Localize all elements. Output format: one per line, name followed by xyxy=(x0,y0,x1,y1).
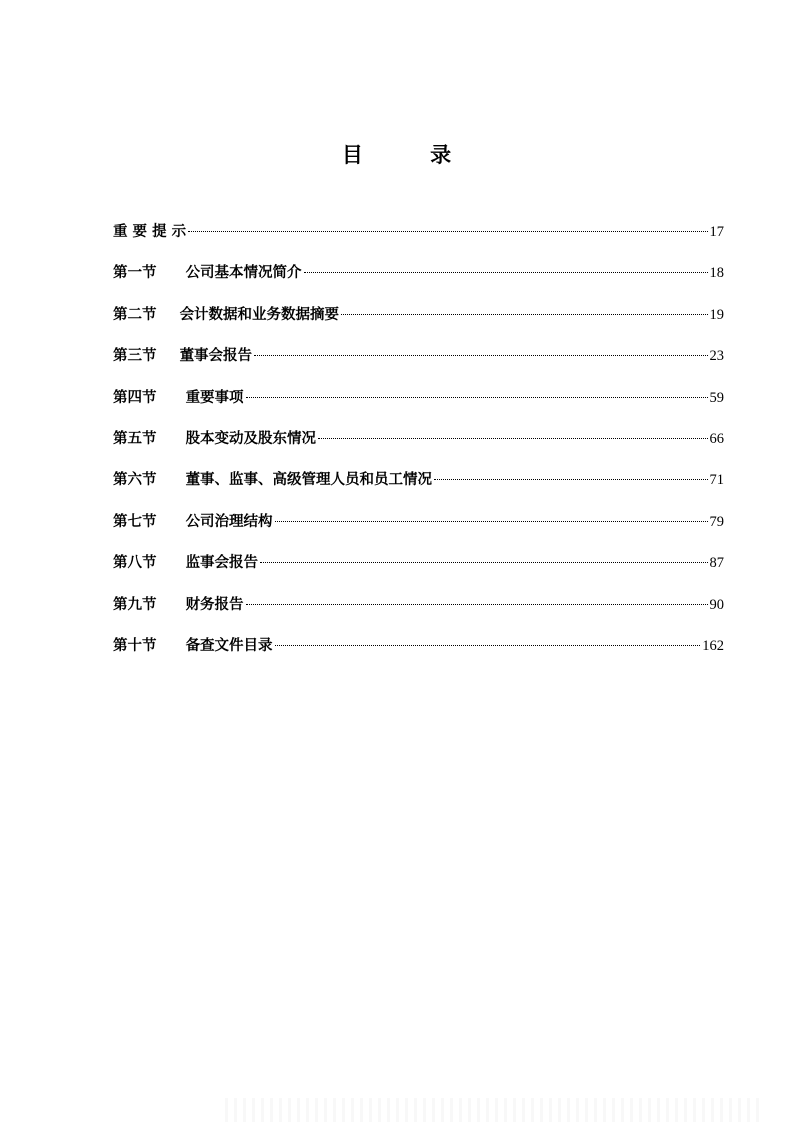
toc-section-number: 第十节 xyxy=(113,636,157,654)
toc-list xyxy=(113,220,724,675)
toc-entry-section-4[interactable] xyxy=(113,386,724,427)
toc-leader-dots xyxy=(246,604,708,605)
toc-entry-section-9[interactable] xyxy=(113,593,724,634)
toc-section-number: 第三节 xyxy=(113,347,157,365)
toc-section-name: 备查文件目录 xyxy=(185,636,273,654)
toc-leader-dots xyxy=(434,479,707,480)
toc-entry-section-7[interactable] xyxy=(113,510,724,551)
toc-page-number: 162 xyxy=(702,637,724,654)
toc-entry-section-3[interactable] xyxy=(113,344,724,385)
toc-entry-important-notice[interactable] xyxy=(113,220,724,261)
toc-leader-dots xyxy=(188,231,707,232)
toc-section-name: 董事、监事、高级管理人员和员工情况 xyxy=(185,471,433,489)
toc-section-number: 第六节 xyxy=(113,471,157,489)
toc-page-number: 23 xyxy=(709,348,724,365)
toc-page-number: 66 xyxy=(709,430,724,447)
footer-watermark xyxy=(225,1098,765,1122)
toc-entry-label xyxy=(113,551,258,575)
toc-page-number: 90 xyxy=(709,596,724,613)
toc-page-number: 71 xyxy=(709,472,724,489)
toc-entry-section-1[interactable] xyxy=(113,261,724,302)
toc-section-name: 财务报告 xyxy=(185,595,244,613)
toc-entry-label xyxy=(113,510,273,534)
toc-entry-label xyxy=(113,468,432,492)
toc-leader-dots xyxy=(246,397,708,398)
toc-section-number: 第四节 xyxy=(113,388,157,406)
toc-entry-label xyxy=(113,344,252,368)
toc-section-number: 第一节 xyxy=(113,264,157,282)
toc-page-number: 19 xyxy=(709,306,724,323)
toc-section-number: 第九节 xyxy=(113,595,157,613)
toc-section-name: 监事会报告 xyxy=(185,554,259,572)
toc-leader-dots xyxy=(260,562,707,563)
toc-page-number: 18 xyxy=(709,265,724,282)
toc-section-number: 第七节 xyxy=(113,512,157,530)
toc-entry-section-8[interactable] xyxy=(113,551,724,592)
toc-page-number: 79 xyxy=(709,513,724,530)
toc-leader-dots xyxy=(254,355,707,356)
toc-entry-section-10[interactable] xyxy=(113,634,724,675)
toc-section-name: 会计数据和业务数据摘要 xyxy=(179,305,340,323)
toc-section-name: 公司治理结构 xyxy=(185,512,273,530)
toc-leader-dots xyxy=(341,314,707,315)
toc-section-name: 重要事项 xyxy=(185,388,244,406)
toc-page-number: 87 xyxy=(709,555,724,572)
toc-entry-label xyxy=(113,220,186,244)
toc-entry-section-2[interactable] xyxy=(113,303,724,344)
toc-entry-label xyxy=(113,427,316,451)
toc-leader-dots xyxy=(275,521,708,522)
toc-entry-label xyxy=(113,634,273,658)
toc-title: 目 录 xyxy=(341,142,482,167)
toc-section-number: 第八节 xyxy=(113,554,157,572)
toc-entry-label xyxy=(113,593,244,617)
toc-entry-section-6[interactable] xyxy=(113,468,724,509)
toc-entry-label xyxy=(113,386,244,410)
toc-leader-dots xyxy=(304,272,708,273)
toc-section-name: 董事会报告 xyxy=(179,347,253,365)
toc-entry-label xyxy=(113,261,302,285)
toc-section-number: 重 要 提 示 xyxy=(113,223,187,240)
toc-section-number: 第二节 xyxy=(113,305,157,323)
toc-section-name: 股本变动及股东情况 xyxy=(185,429,317,447)
toc-leader-dots xyxy=(318,438,707,439)
toc-leader-dots xyxy=(275,645,701,646)
toc-section-name: 公司基本情况简介 xyxy=(185,264,302,282)
toc-section-number: 第五节 xyxy=(113,429,157,447)
toc-entry-label xyxy=(113,303,339,327)
toc-page-number: 59 xyxy=(709,389,724,406)
toc-entry-section-5[interactable] xyxy=(113,427,724,468)
toc-page-number: 17 xyxy=(709,224,724,240)
